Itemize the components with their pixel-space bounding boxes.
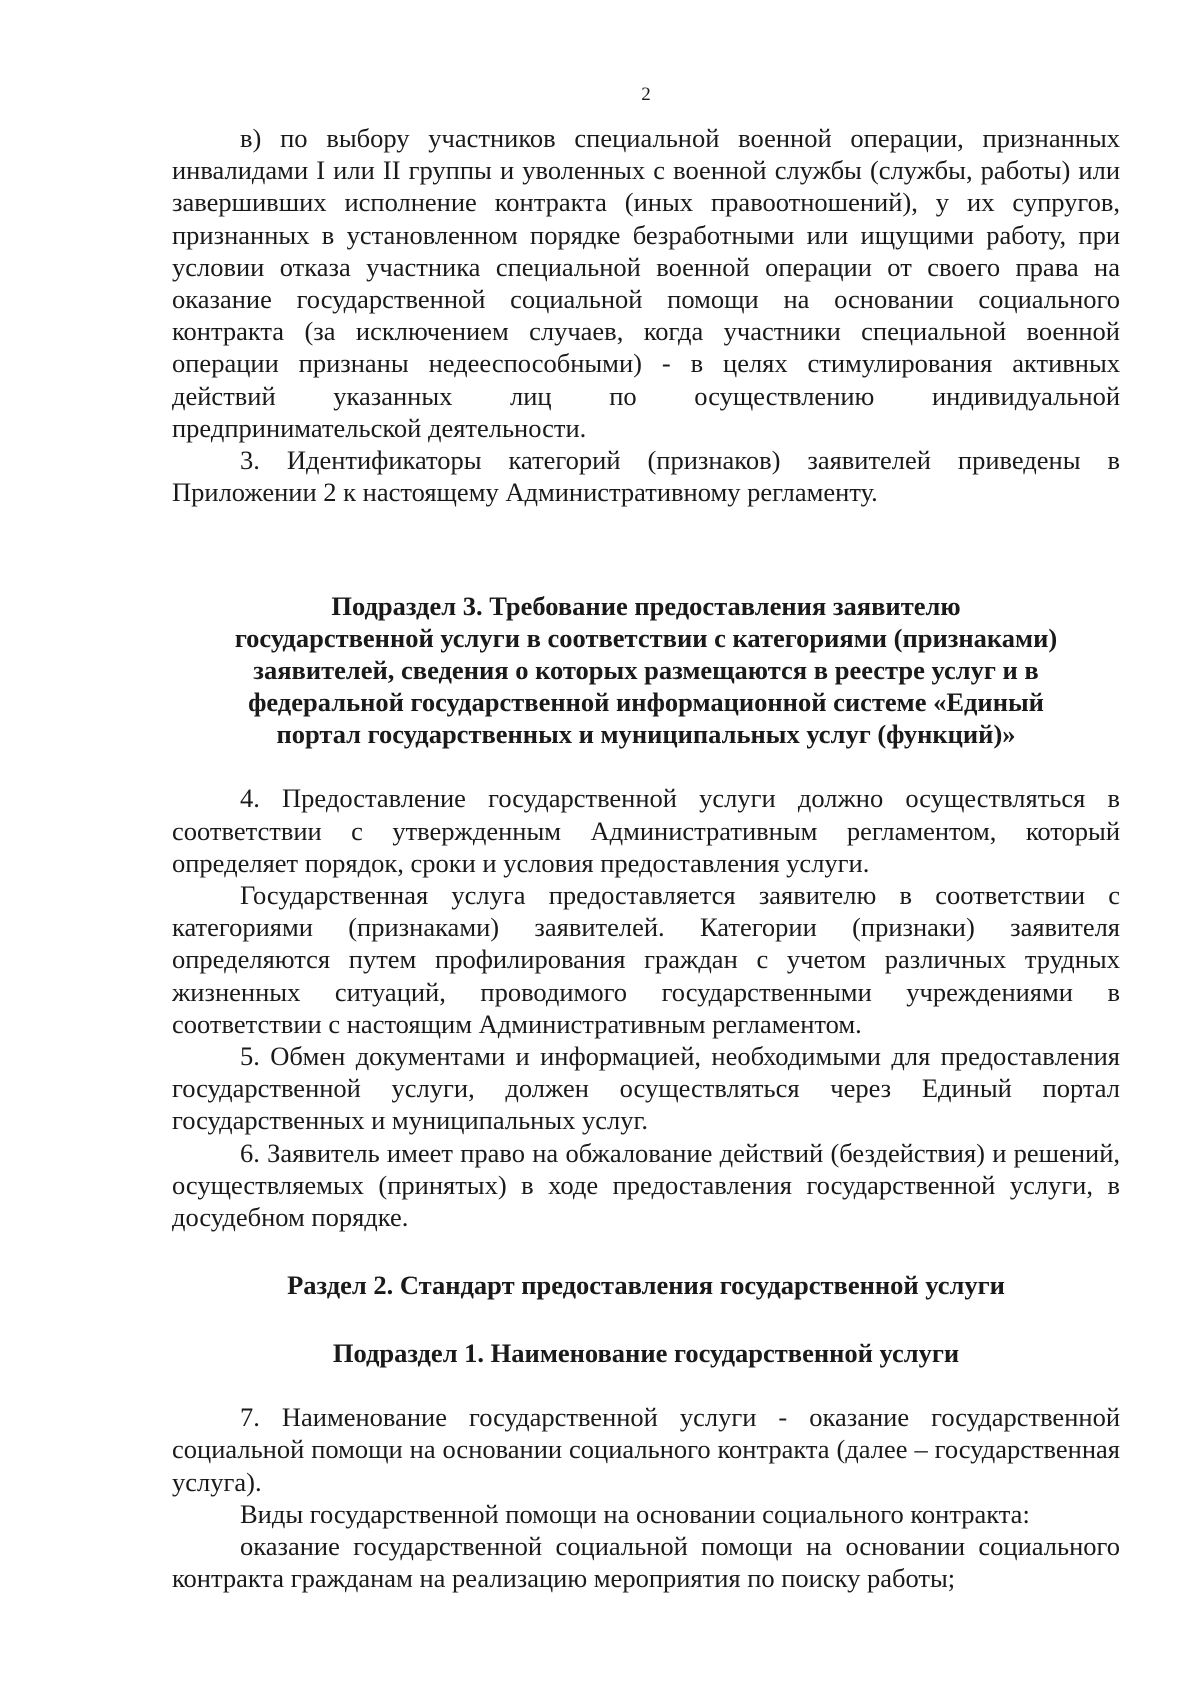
heading-line: федеральной государственной информационной системе «Единый [248,687,1044,718]
section-2-heading: Раздел 2. Стандарт предоставления государственной услуги [287,1270,1005,1301]
paragraph-item-v: в) по выбору участников специальной военной операции, признанных инвалидами I или II группы и уволенных с военной службы (службы, работы) или завершивших исполнение контракта (иных правоотношений), у их супругов, признанных в установленном порядке безработными или ищущими работу, при условии отказа участника специальной военной операции от своего права на оказание государственной социальной помощи на основании социального контракта (за исключением случаев, когда участники специальной военной операции признаны недееспособными) - в целях стимулирования активных действий указанных лиц по осуществлению индивидуальной предпринимательской деятельности. [172,123,1120,443]
document-page [172,84,1120,1595]
paragraph-5: 5. Обмен документами и информацией, необходимыми для предоставления государственной услуги, должен осуществляться через Единый портал государственных и муниципальных услуг. [172,1041,1120,1136]
paragraph-4: 4. Предоставление государственной услуги должно осуществляться в соответствии с утвержденным Административным регламентом, который определяет порядок, сроки и условия предоставления услуги. [172,783,1120,878]
paragraph-6: 6. Заявитель имеет право на обжалование действий (бездействия) и решений, осуществляемых (принятых) в ходе предоставления государственной услуги, в досудебном порядке. [172,1137,1120,1233]
heading-line: заявителей, сведения о которых размещаются в реестре услуг и в [253,655,1039,686]
subsection-3-heading [172,590,1120,750]
paragraph-kinds-of-aid: Виды государственной помощи на основании социального контракта: [240,1498,1030,1529]
paragraph-3: 3. Идентификаторы категорий (признаков) заявителей приведены в Приложении 2 к настоящему Административному регламенту. [172,445,1120,508]
heading-line: Подраздел 3. Требование предоставления заявителю [331,591,961,622]
subsection-1-heading: Подраздел 1. Наименование государственной услуги [332,1338,960,1369]
paragraph-state-service: Государственная услуга предоставляется заявителю в соответствии с категориями (признаками) заявителей. Категории (признаки) заявителя определяются путем профилирования граждан с учетом различных трудных жизненных ситуаций, проводимого государственными учреждениями в соответствии с настоящим Административным регламентом. [172,880,1120,1039]
heading-line: портал государственных и муниципальных услуг (функций)» [276,719,1016,750]
page-number: 2 [641,84,651,105]
paragraph-job-search: оказание государственной социальной помощи на основании социального контракта гражданам на реализацию мероприятия по поиску работы; [172,1531,1120,1594]
heading-line: государственной услуги в соответствии с категориями (признаками) [234,623,1058,654]
paragraph-7: 7. Наименование государственной услуги - оказание государственной социальной помощи на основании социального контракта (далее – государственная услуга). [172,1402,1120,1497]
